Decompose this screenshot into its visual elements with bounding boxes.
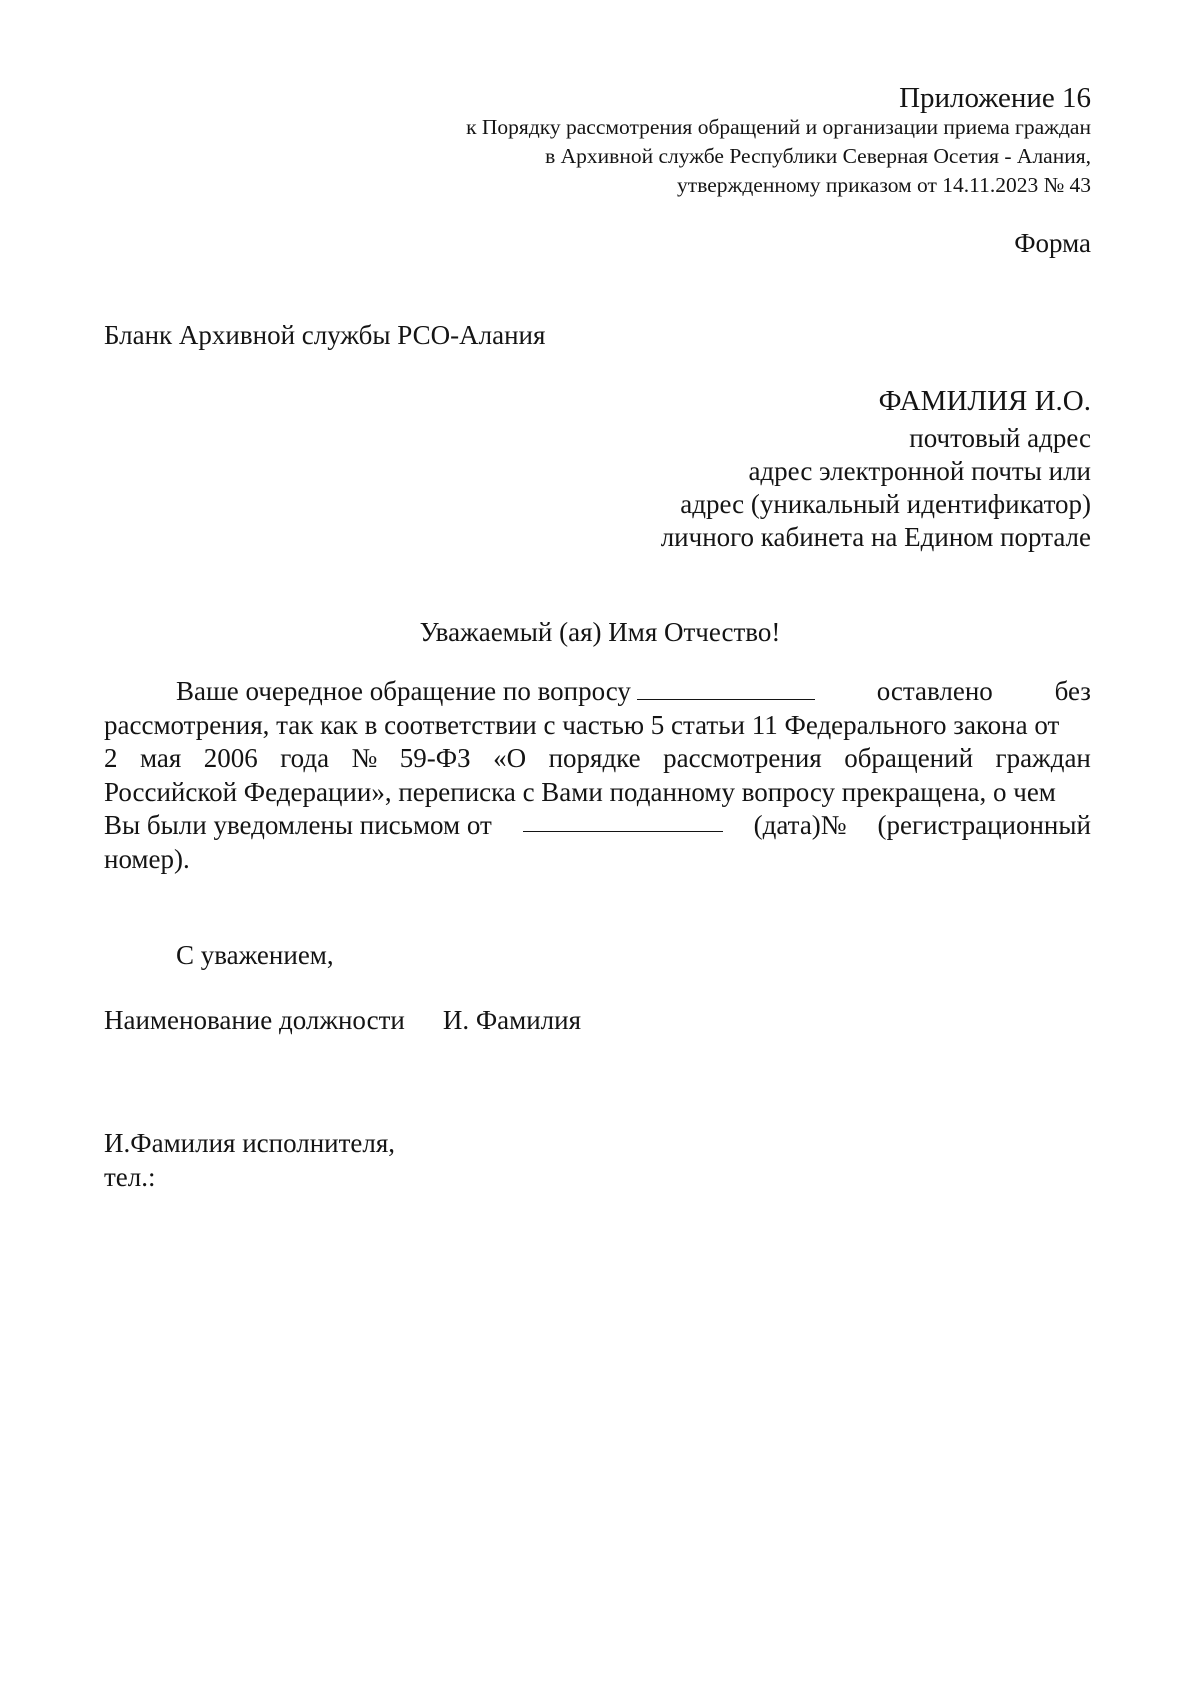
body-text: рассмотрения, так как в соответствии с частью 5 статьи 11 Федерального закона от (104, 709, 1060, 740)
body-line-5 (104, 809, 1091, 843)
letterhead-placeholder: Бланк Архивной службы РСО-Алания (104, 320, 546, 350)
addressee-name: ФАМИЛИЯ И.О. (878, 385, 1091, 417)
addressee-postal-address: почтовый адрес (909, 423, 1091, 453)
appendix-reference-line-1: к Порядку рассмотрения обращений и организации приема граждан (466, 115, 1091, 139)
executor-phone: тел.: (104, 1162, 156, 1192)
body-text: Ваше очередное обращение по вопросу (176, 676, 631, 706)
executor-name: И.Фамилия исполнителя, (104, 1128, 396, 1158)
addressee-portal-line: личного кабинета на Едином портале (660, 522, 1091, 552)
form-label: Форма (1014, 228, 1091, 258)
body-word: 2 (104, 743, 118, 773)
date-blank-field (523, 809, 723, 832)
body-line-3 (104, 742, 1091, 776)
body-line-6 (104, 843, 1091, 877)
body-text: номер). (104, 843, 190, 874)
salutation: Уважаемый (ая) Имя Отчество! (419, 617, 781, 647)
body-text: оставлено (876, 676, 993, 706)
addressee-identifier-line: адрес (уникальный идентификатор) (680, 489, 1091, 519)
letter-body (104, 675, 1091, 876)
body-line-1 (104, 675, 1091, 709)
body-text: Вы были уведомлены письмом от (104, 810, 492, 840)
signature-block (104, 1005, 581, 1036)
body-line-4 (104, 776, 1091, 810)
body-word: обращений (844, 743, 974, 773)
body-word: 59-ФЗ (399, 743, 471, 773)
body-line-2 (104, 709, 1091, 743)
question-blank-field (637, 677, 815, 700)
body-text: Российской Федерации», переписка с Вами поданному вопросу прекращена, о чем (104, 776, 1056, 807)
body-word: № (351, 743, 378, 773)
body-text: (регистрационный (877, 810, 1091, 840)
body-word: мая (139, 743, 182, 773)
body-word: рассмотрения (663, 743, 822, 773)
body-word: года (280, 743, 330, 773)
body-word: 2006 (203, 743, 258, 773)
body-text: без (1054, 676, 1091, 706)
body-word: порядке (548, 743, 641, 773)
signatory-name: И. Фамилия (442, 1005, 582, 1035)
body-word: граждан (995, 743, 1091, 773)
addressee-email-line: адрес электронной почты или (748, 456, 1091, 486)
appendix-reference-line-3: утвержденному приказом от 14.11.2023 № 43 (677, 173, 1091, 197)
body-text: (дата)№ (753, 810, 847, 840)
appendix-reference-line-2: в Архивной службе Республики Северная Осетия - Алания, (545, 144, 1091, 168)
closing-phrase: С уважением, (176, 940, 334, 970)
appendix-title: Приложение 16 (899, 82, 1091, 114)
body-word: «О (493, 743, 527, 773)
signatory-position: Наименование должности (104, 1005, 405, 1035)
body-text-segment (176, 675, 815, 709)
